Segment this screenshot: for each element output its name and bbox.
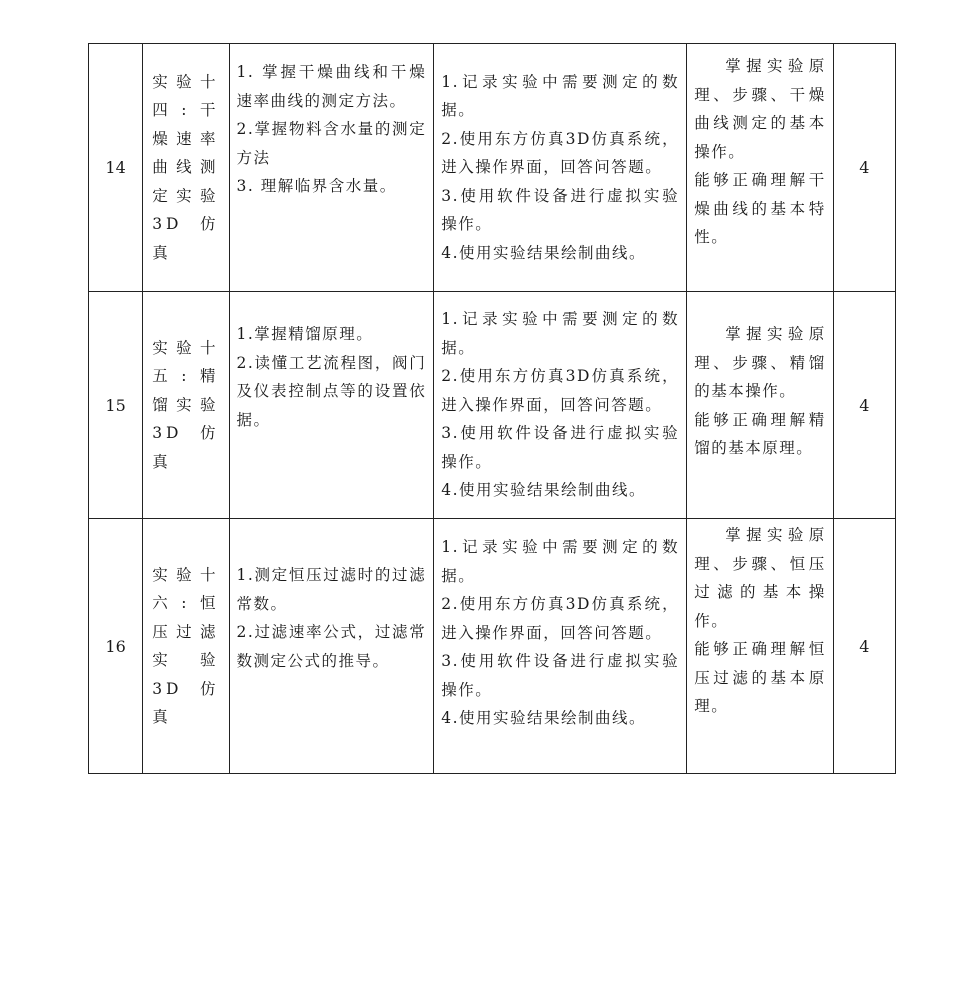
content-item: 2.使用东方仿真3D仿真系统，进入操作界面，回答问答题。 bbox=[441, 595, 680, 642]
requirement-item: 掌握实验原理、步骤、精馏的基本操作。 bbox=[694, 325, 826, 400]
hours-value: 4 bbox=[833, 292, 895, 519]
row-number: 15 bbox=[89, 292, 143, 519]
experiment-name: 实验十六:恒压过滤实验3D仿真 bbox=[152, 565, 220, 726]
experiment-name: 实验十四:干燥速率曲线测定实验3D仿真 bbox=[152, 72, 220, 262]
row-number: 16 bbox=[89, 519, 143, 774]
experiment-name-cell bbox=[143, 44, 229, 292]
content-cell bbox=[434, 44, 687, 292]
requirement-item: 掌握实验原理、步骤、恒压过滤的基本操作。 bbox=[694, 526, 826, 630]
goals-cell bbox=[229, 519, 434, 774]
content-item: 3.使用软件设备进行虚拟实验操作。 bbox=[441, 652, 680, 699]
goal-item: 1.测定恒压过滤时的过滤常数。 bbox=[236, 566, 427, 613]
requirements-cell bbox=[687, 292, 834, 519]
goals-cell bbox=[229, 44, 434, 292]
goal-item: 1.掌握精馏原理。 bbox=[236, 325, 374, 343]
content-cell bbox=[434, 292, 687, 519]
requirements-cell bbox=[687, 44, 834, 292]
content-cell bbox=[434, 519, 687, 774]
goals-cell bbox=[229, 292, 434, 519]
requirement-item: 能够正确理解恒压过滤的基本原理。 bbox=[694, 640, 826, 715]
goal-item: 3. 理解临界含水量。 bbox=[236, 177, 397, 195]
content-item: 4.使用实验结果绘制曲线。 bbox=[441, 709, 647, 727]
experiment-name-cell bbox=[143, 292, 229, 519]
content-item: 2.使用东方仿真3D仿真系统，进入操作界面，回答问答题。 bbox=[441, 129, 680, 177]
experiment-table bbox=[88, 43, 896, 774]
goal-item: 2.读懂工艺流程图，阀门及仪表控制点等的设置依据。 bbox=[236, 353, 427, 429]
table-row bbox=[89, 519, 896, 774]
requirement-item: 掌握实验原理、步骤、干燥曲线测定的基本操作。 bbox=[694, 57, 826, 161]
content-item: 1.记录实验中需要测定的数据。 bbox=[441, 72, 680, 120]
row-number: 14 bbox=[89, 44, 143, 292]
table-row bbox=[89, 44, 896, 292]
content-item: 3.使用软件设备进行虚拟实验操作。 bbox=[441, 424, 680, 471]
requirement-item: 能够正确理解精馏的基本原理。 bbox=[694, 410, 826, 457]
requirements-cell bbox=[687, 519, 834, 774]
experiment-name-cell bbox=[143, 519, 229, 774]
content-item: 4.使用实验结果绘制曲线。 bbox=[441, 481, 647, 500]
requirement-item: 能够正确理解干燥曲线的基本特性。 bbox=[694, 171, 826, 246]
content-item: 2.使用东方仿真3D仿真系统，进入操作界面，回答问答题。 bbox=[441, 367, 680, 414]
goal-item: 2.过滤速率公式，过滤常数测定公式的推导。 bbox=[236, 623, 427, 670]
goal-item: 1. 掌握干燥曲线和干燥速率曲线的测定方法。 bbox=[236, 63, 427, 110]
table-row bbox=[89, 292, 896, 519]
content-item: 1.记录实验中需要测定的数据。 bbox=[441, 538, 680, 585]
content-item: 3.使用软件设备进行虚拟实验操作。 bbox=[441, 186, 680, 234]
content-item: 4.使用实验结果绘制曲线。 bbox=[441, 243, 647, 262]
experiment-name: 实验十五:精馏实验3D仿真 bbox=[152, 338, 220, 471]
content-item: 1.记录实验中需要测定的数据。 bbox=[441, 310, 680, 357]
hours-value: 4 bbox=[833, 519, 895, 774]
hours-value: 4 bbox=[833, 44, 895, 292]
goal-item: 2.掌握物料含水量的测定方法 bbox=[236, 120, 427, 167]
